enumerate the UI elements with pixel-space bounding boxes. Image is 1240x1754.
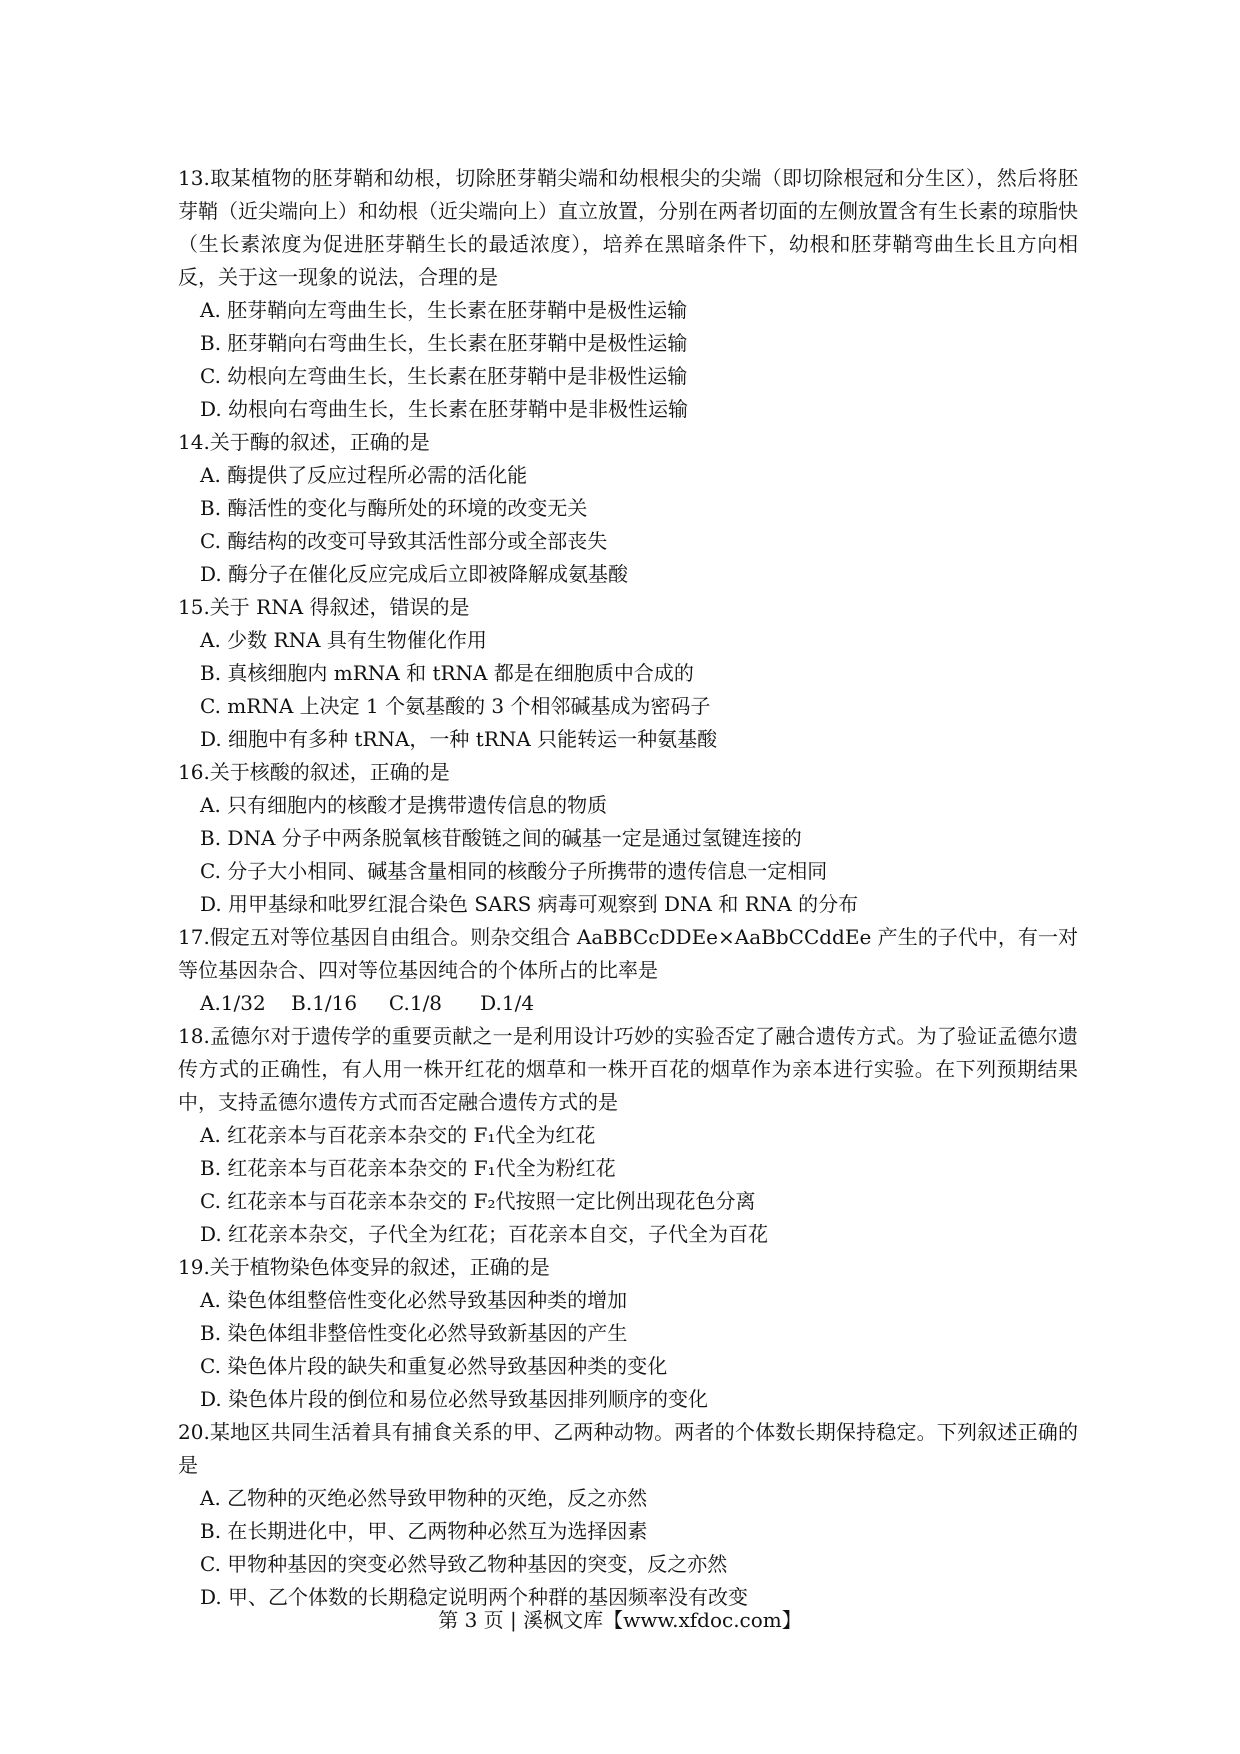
question-18 xyxy=(178,1020,1078,1251)
option-d: D. 细胞中有多种 tRNA，一种 tRNA 只能转运一种氨基酸 xyxy=(200,727,718,751)
option-b: B. 胚芽鞘向右弯曲生长，生长素在胚芽鞘中是极性运输 xyxy=(200,331,688,355)
question-20 xyxy=(178,1416,1078,1614)
option-a: A. 染色体组整倍性变化必然导致基因种类的增加 xyxy=(200,1288,628,1312)
option-a: A. 只有细胞内的核酸才是携带遗传信息的物质 xyxy=(200,793,608,817)
question-17 xyxy=(178,921,1078,1020)
option-a: A. 乙物种的灭绝必然导致甲物种的灭绝，反之亦然 xyxy=(200,1486,648,1510)
question-stem: 19.关于植物染色体变异的叙述，正确的是 xyxy=(178,1255,550,1279)
option-b: B. DNA 分子中两条脱氧核苷酸链之间的碱基一定是通过氢键连接的 xyxy=(200,826,802,850)
option-a: A. 胚芽鞘向左弯曲生长，生长素在胚芽鞘中是极性运输 xyxy=(200,298,688,322)
question-13 xyxy=(178,162,1078,426)
option-d: D. 幼根向右弯曲生长，生长素在胚芽鞘中是非极性运输 xyxy=(200,397,689,421)
option-d: D. 红花亲本杂交，子代全为红花；百花亲本自交，子代全为百花 xyxy=(200,1222,769,1246)
option-d: D. 甲、乙个体数的长期稳定说明两个种群的基因频率没有改变 xyxy=(200,1585,749,1609)
option-c: C. 幼根向左弯曲生长，生长素在胚芽鞘中是非极性运输 xyxy=(200,364,688,388)
question-stem: 14.关于酶的叙述，正确的是 xyxy=(178,430,430,454)
option-d: D. 染色体片段的倒位和易位必然导致基因排列顺序的变化 xyxy=(200,1387,709,1411)
option-c: C. 红花亲本与百花亲本杂交的 F₂代按照一定比例出现花色分离 xyxy=(200,1189,756,1213)
option-c: C. 甲物种基因的突变必然导致乙物种基因的突变，反之亦然 xyxy=(200,1552,728,1576)
option-d: D. 酶分子在催化反应完成后立即被降解成氨基酸 xyxy=(200,562,629,586)
question-list xyxy=(178,162,1078,1614)
option-a: A. 红花亲本与百花亲本杂交的 F₁代全为红花 xyxy=(200,1123,596,1147)
option-d: D. 用甲基绿和吡罗红混合染色 SARS 病毒可观察到 DNA 和 RNA 的分布 xyxy=(200,892,859,916)
option-b: B. 真核细胞内 mRNA 和 tRNA 都是在细胞质中合成的 xyxy=(200,661,694,685)
option-c: C. 分子大小相同、碱基含量相同的核酸分子所携带的遗传信息一定相同 xyxy=(200,859,828,883)
question-stem: 20.某地区共同生活着具有捕食关系的甲、乙两种动物。两者的个体数长期保持稳定。下列叙述正确的是 xyxy=(178,1420,1078,1477)
option-b: B. 在长期进化中，甲、乙两物种必然互为选择因素 xyxy=(200,1519,648,1543)
question-15 xyxy=(178,591,1078,756)
option-c: C. 酶结构的改变可导致其活性部分或全部丧失 xyxy=(200,529,608,553)
option-c: C. mRNA 上决定 1 个氨基酸的 3 个相邻碱基成为密码子 xyxy=(200,694,711,718)
option-b: B. 红花亲本与百花亲本杂交的 F₁代全为粉红花 xyxy=(200,1156,616,1180)
page-footer: 第 3 页 | 溪枫文库【www.xfdoc.com】 xyxy=(438,1608,802,1632)
option-b: B. 酶活性的变化与酶所处的环境的改变无关 xyxy=(200,496,588,520)
option-a: A. 酶提供了反应过程所必需的活化能 xyxy=(200,463,528,487)
question-stem: 18.孟德尔对于遗传学的重要贡献之一是利用设计巧妙的实验否定了融合遗传方式。为了验证孟德尔遗传方式的正确性，有人用一株开红花的烟草和一株开百花的烟草作为亲本进行实验。在下列预期结果中，支持孟德尔遗传方式而否定融合遗传方式的是 xyxy=(178,1024,1078,1114)
question-stem: 16.关于核酸的叙述，正确的是 xyxy=(178,760,450,784)
inline-options: A.1/32 B.1/16 C.1/8 D.1/4 xyxy=(200,991,535,1015)
question-stem: 15.关于 RNA 得叙述，错误的是 xyxy=(178,595,470,619)
question-stem: 17.假定五对等位基因自由组合。则杂交组合 AaBBCcDDEe×AaBbCCddEe 产生的子代中，有一对等位基因杂合、四对等位基因纯合的个体所占的比率是 xyxy=(178,925,1078,982)
option-a: A. 少数 RNA 具有生物催化作用 xyxy=(200,628,487,652)
question-14 xyxy=(178,426,1078,591)
option-c: C. 染色体片段的缺失和重复必然导致基因种类的变化 xyxy=(200,1354,668,1378)
option-b: B. 染色体组非整倍性变化必然导致新基因的产生 xyxy=(200,1321,628,1345)
question-stem: 13.取某植物的胚芽鞘和幼根，切除胚芽鞘尖端和幼根根尖的尖端（即切除根冠和分生区），然后将胚芽鞘（近尖端向上）和幼根（近尖端向上）直立放置，分别在两者切面的左侧放置含有生长素的琼脂快（生长素浓度为促进胚芽鞘生长的最适浓度），培养在黑暗条件下，幼根和胚芽鞘弯曲生长且方向相反，关于这一现象的说法，合理的是 xyxy=(178,166,1078,289)
question-19 xyxy=(178,1251,1078,1416)
question-16 xyxy=(178,756,1078,921)
